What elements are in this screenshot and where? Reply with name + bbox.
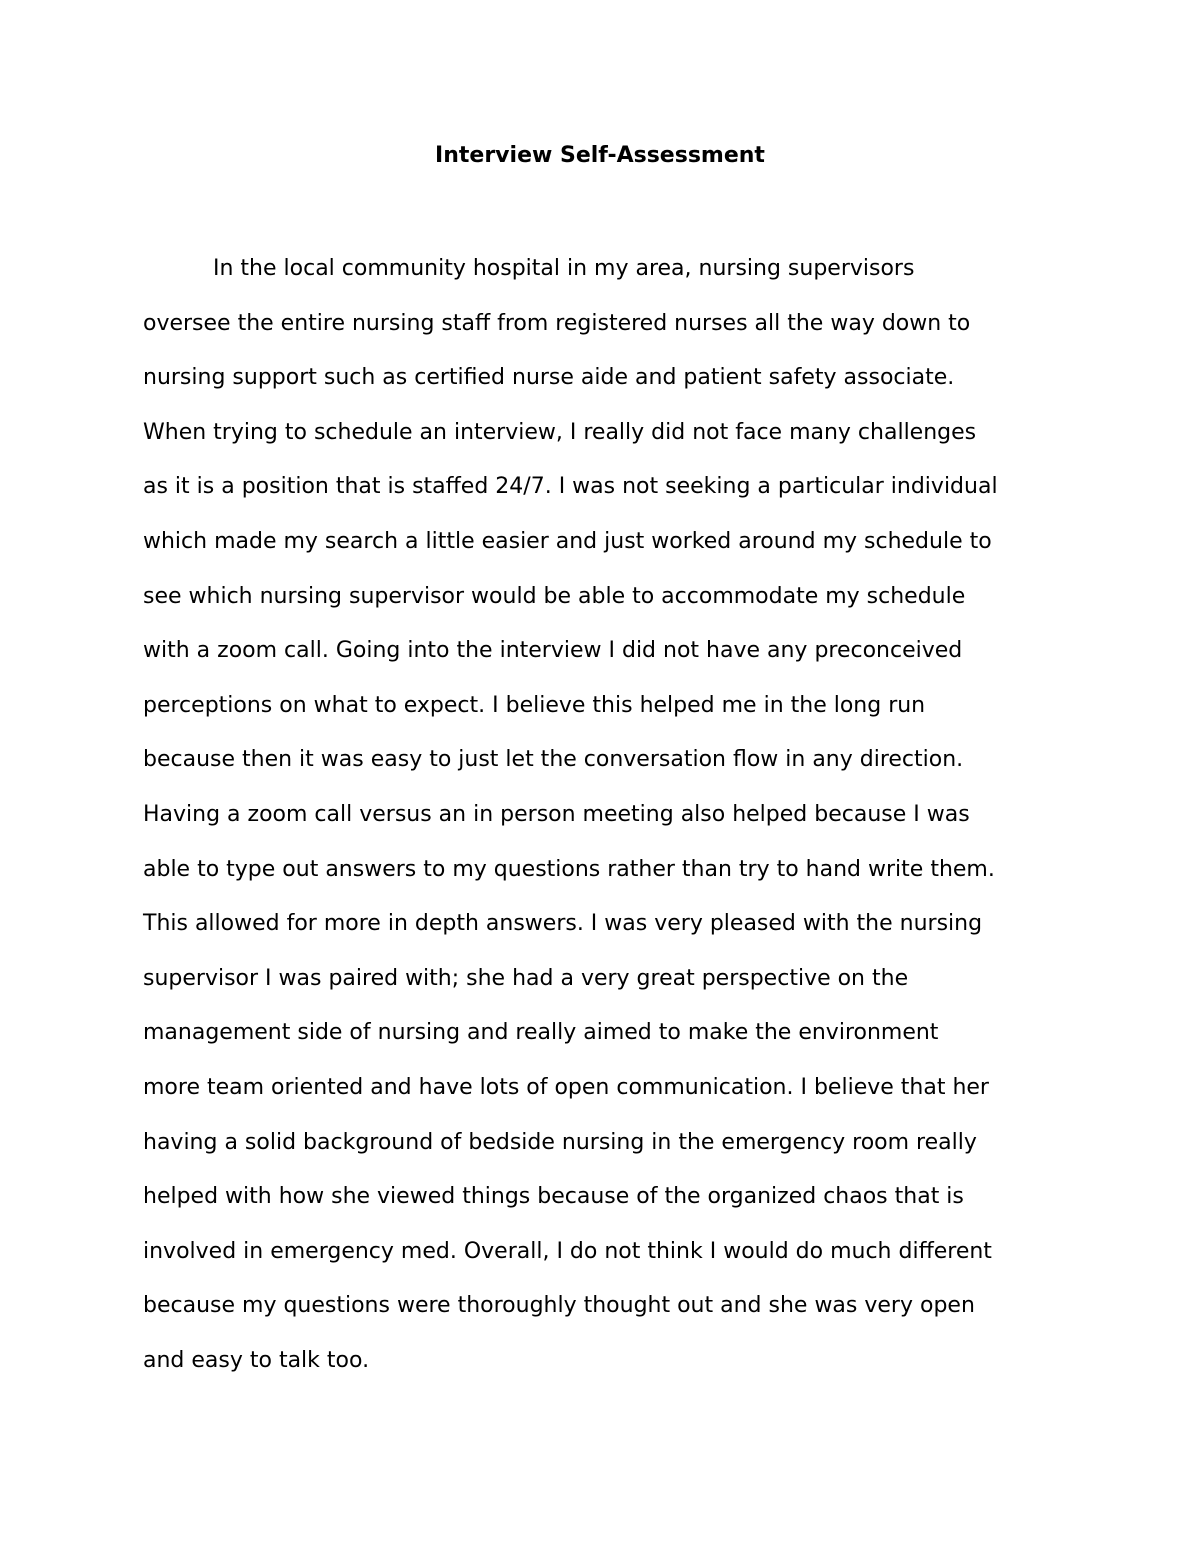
paragraph-line: see which nursing supervisor would be able to accommodate my schedule bbox=[143, 583, 966, 609]
paragraph-line: nursing support such as certified nurse aide and patient safety associate. bbox=[143, 365, 955, 391]
paragraph-line: When trying to schedule an interview, I really did not face many challenges bbox=[143, 419, 977, 445]
paragraph-line: more team oriented and have lots of open communication. I believe that her bbox=[143, 1074, 989, 1100]
paragraph-line: and easy to talk too. bbox=[143, 1347, 370, 1373]
paragraph-line: as it is a position that is staffed 24/7. I was not seeking a particular individual bbox=[143, 474, 998, 500]
paragraph-line: management side of nursing and really aimed to make the environment bbox=[143, 1020, 939, 1046]
paragraph-line: perceptions on what to expect. I believe this helped me in the long run bbox=[143, 692, 926, 718]
paragraph-line: having a solid background of bedside nursing in the emergency room really bbox=[143, 1129, 977, 1155]
paragraph-line: In the local community hospital in my area, nursing supervisors bbox=[213, 256, 915, 281]
paragraph-line: supervisor I was paired with; she had a very great perspective on the bbox=[143, 965, 909, 991]
document-title: Interview Self-Assessment bbox=[435, 143, 765, 168]
paragraph-line: involved in emergency med. Overall, I do not think I would do much different bbox=[143, 1238, 992, 1264]
paragraph-line: able to type out answers to my questions rather than try to hand write them. bbox=[143, 856, 995, 882]
paragraph-line: Having a zoom call versus an in person meeting also helped because I was bbox=[143, 801, 970, 827]
paragraph-line: oversee the entire nursing staff from registered nurses all the way down to bbox=[143, 310, 971, 336]
paragraph-line: with a zoom call. Going into the interview I did not have any preconceived bbox=[143, 638, 963, 664]
paragraph-line: helped with how she viewed things because of the organized chaos that is bbox=[143, 1184, 964, 1210]
paragraph-line: This allowed for more in depth answers. I was very pleased with the nursing bbox=[143, 911, 983, 937]
paragraph-line: which made my search a little easier and just worked around my schedule to bbox=[143, 528, 992, 554]
paragraph-line: because my questions were thoroughly thought out and she was very open bbox=[143, 1293, 975, 1319]
paragraph-line: because then it was easy to just let the conversation flow in any direction. bbox=[143, 747, 964, 773]
body-paragraph bbox=[143, 242, 1083, 1388]
